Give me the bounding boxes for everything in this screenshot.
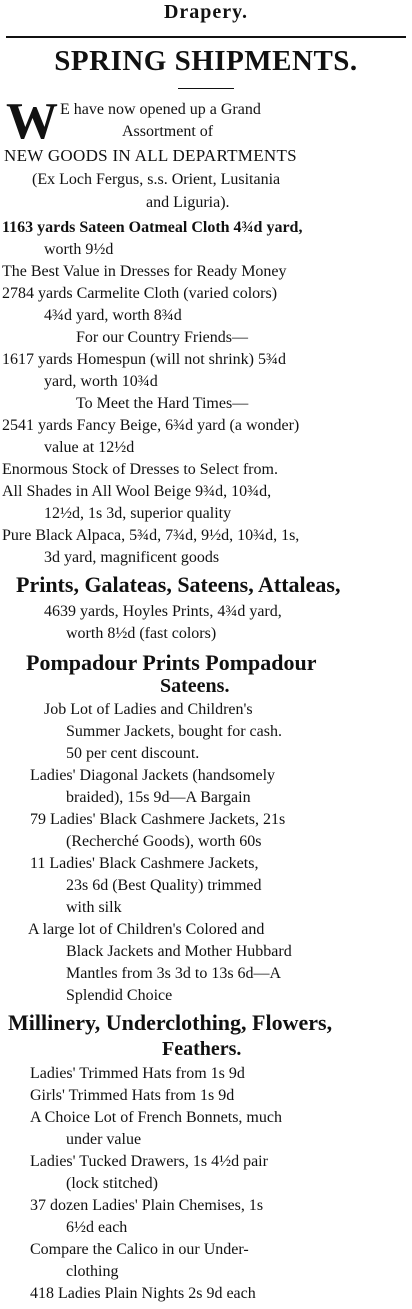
pompadour-line: (Recherché Goods), worth 60s (66, 833, 262, 850)
millinery-line: 6½d each (66, 1219, 128, 1236)
millinery-line: 37 dozen Ladies' Plain Chemises, 1s (30, 1197, 264, 1214)
intro-line: and Liguria). (146, 194, 230, 211)
millinery-line: 418 Ladies Plain Nights 2s 9d each (30, 1285, 256, 1302)
intro-departments: NEW GOODS IN ALL DEPARTMENTS (4, 146, 297, 165)
item-line: 4¾d yard, worth 8¾d (44, 307, 182, 324)
prints-line: worth 8½d (fast colors) (66, 625, 217, 642)
pompadour-line: Black Jackets and Mother Hubbard (66, 943, 292, 960)
top-rule (6, 36, 406, 38)
item-line: 1163 yards Sateen Oatmeal Cloth 4¾d yard, (2, 219, 303, 236)
headline: SPRING SHIPMENTS. (54, 45, 358, 77)
pompadour-line: 23s 6d (Best Quality) trimmed (66, 877, 262, 894)
item-line: To Meet the Hard Times— (76, 395, 249, 412)
pompadour-line: with silk (66, 899, 122, 916)
pompadour-line: Job Lot of Ladies and Children's (44, 701, 253, 718)
item-line: 3d yard, magnificent goods (44, 549, 220, 566)
millinery-line: Girls' Trimmed Hats from 1s 9d (30, 1087, 235, 1104)
pompadour-line: 50 per cent discount. (66, 745, 200, 762)
millinery-line: under value (66, 1131, 142, 1148)
pompadour-line: 11 Ladies' Black Cashmere Jackets, (30, 855, 259, 872)
pompadour-line: 79 Ladies' Black Cashmere Jackets, 21s (30, 811, 286, 828)
item-line: The Best Value in Dresses for Ready Money (2, 263, 287, 280)
item-line: Pure Black Alpaca, 5¾d, 7¾d, 9½d, 10¾d, 1s, (2, 527, 300, 544)
millinery-line: (lock stitched) (66, 1175, 158, 1192)
pompadour-line: A large lot of Children's Colored and (28, 921, 265, 938)
item-line: For our Country Friends— (76, 329, 248, 346)
item-line: value at 12½d (44, 439, 135, 456)
item-line: All Shades in All Wool Beige 9¾d, 10¾d, (2, 483, 272, 500)
item-line: Enormous Stock of Dresses to Select from. (2, 461, 278, 478)
pompadour-heading: Pompadour Prints Pompadour (26, 650, 317, 675)
millinery-line: Ladies' Trimmed Hats from 1s 9d (30, 1065, 245, 1082)
drop-cap: W (6, 93, 58, 150)
item-line: 2784 yards Carmelite Cloth (varied colors) (2, 285, 278, 302)
item-line: 1617 yards Homespun (will not shrink) 5¾d (2, 351, 286, 368)
pompadour-line: Splendid Choice (66, 987, 173, 1004)
millinery-heading: Millinery, Underclothing, Flowers, (8, 1010, 333, 1035)
pompadour-line: Summer Jackets, bought for cash. (66, 723, 282, 740)
millinery-heading: Feathers. (162, 1038, 242, 1060)
intro-line: Assortment of (122, 123, 214, 140)
pompadour-line: Mantles from 3s 3d to 13s 6d—A (66, 965, 282, 982)
pompadour-heading: Sateens. (160, 675, 230, 697)
pompadour-line: braided), 15s 9d—A Bargain (66, 789, 251, 806)
item-line: yard, worth 10¾d (44, 373, 158, 390)
millinery-line: clothing (66, 1263, 119, 1280)
section-title: Drapery. (163, 1, 249, 23)
item-line: 12½d, 1s 3d, superior quality (44, 505, 232, 522)
prints-heading: Prints, Galateas, Sateens, Attaleas, (16, 572, 341, 597)
intro-line: E have now opened up a Grand (60, 101, 261, 118)
item-line: 2541 yards Fancy Beige, 6¾d yard (a wonder) (2, 417, 300, 434)
headline-rule (178, 88, 234, 89)
millinery-line: Ladies' Tucked Drawers, 1s 4½d pair (30, 1153, 268, 1170)
intro-line: (Ex Loch Fergus, s.s. Orient, Lusitania (32, 171, 281, 188)
pompadour-line: Ladies' Diagonal Jackets (handsomely (30, 767, 276, 784)
prints-line: 4639 yards, Hoyles Prints, 4¾d yard, (44, 603, 282, 620)
item-line: worth 9½d (44, 241, 114, 258)
millinery-line: Compare the Calico in our Under- (30, 1241, 249, 1258)
millinery-line: A Choice Lot of French Bonnets, much (30, 1109, 282, 1126)
